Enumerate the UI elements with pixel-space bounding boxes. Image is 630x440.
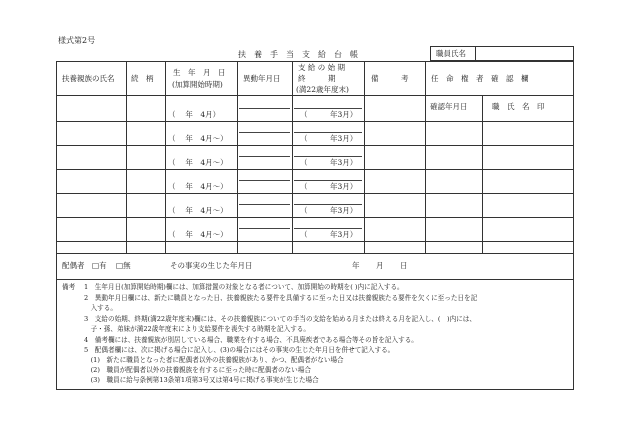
header-period-line2: 終 期 [298,74,336,83]
spouse-day: 日 [400,261,408,270]
note-line-3: 入する。 [84,304,117,312]
note-line-2: 2 異動年月日欄には、新たに職員となった日、扶養親族たる要件を具備するに至った日又は扶養親族たる要件を欠くに至った日を記 [84,294,478,302]
row-period-6: （ 年3月） [300,230,358,239]
note-line-10: (3) 職員に給与条例第13条第1項第3号又は第4号に掲げる事実が生じた場合 [84,376,319,384]
notes-heading: 備考 [62,283,76,291]
header-period-line3: (満22歳年度末) [296,85,349,94]
note-line-7: 5 配偶者欄には、次に掲げる場合に記入し、(3)の場合にはその事実の生じた年月日を併せて記入する。 [84,346,395,354]
spouse-event-label: その事実の生じた年月日 [170,261,253,270]
page-title: 扶 養 手 当 支 給 台 帳 [238,50,358,59]
note-line-1: 1 生年月日(加算開始時期)欄には、加算措置の対象となる者について、加算開始の時期を( )内に記入する。 [84,283,404,291]
spouse-yes-checkbox[interactable]: □有 [92,261,107,270]
row-birth-2: （ 年 4月～） [168,134,228,143]
spouse-month: 月 [376,261,384,270]
note-line-6: 4 備考欄には、扶養親族が別居している場合、職業を有する場合、不具廃疾者である場合等その旨を記入する。 [84,336,418,344]
row-period-4: （ 年3月） [300,182,358,191]
header-birth-line1: 生 年 月 日 [173,68,226,77]
row-birth-5: （ 年 4月～） [168,206,228,215]
header-approver: 任 命 権 者 確 認 欄 [431,74,529,83]
header-relation: 続 柄 [131,74,154,83]
spouse-label: 配偶者 [62,261,85,270]
note-line-9: (2) 職員が配偶者以外の扶養親族を有するに至った時に配偶者のない場合 [84,366,311,374]
spouse-no-checkbox[interactable]: □無 [116,261,131,270]
row-birth-6: （ 年 4月～） [168,230,228,239]
header-dependent-name: 扶養親族の氏名 [62,74,115,83]
header-confirm-date: 確認年月日 [430,102,468,111]
note-line-8: (1) 新たに職員となった者に配偶者以外の扶養親族があり、かつ、配偶者がない場合 [84,356,344,364]
header-period-line1: 支 給 の 始 期 [298,63,346,72]
row-period-3: （ 年3月） [300,158,358,167]
header-change-date: 異動年月日 [243,74,281,83]
row-period-5: （ 年3月） [300,206,358,215]
form-label: 様式第2号 [58,36,96,45]
note-line-5: 子・孫、弟妹が満22歳年度末により支給要件を喪失する時期を記入する。 [84,325,310,333]
note-line-4: 3 支給の始期、終期(満22歳年度末)欄には、その扶養親族についての手当の支給を始める月または終える月を記入し、( )内には、 [84,315,476,323]
row-period-2: （ 年3月） [300,134,358,143]
header-remarks: 備 考 [371,74,409,83]
spouse-year: 年 [352,261,360,270]
header-birth-line2: (加算開始時期) [172,80,223,89]
row-birth-1: （ 年 4月） [168,110,221,119]
row-period-1: （ 年3月） [300,110,358,119]
staff-name-label: 職員氏名 [436,49,466,58]
row-birth-3: （ 年 4月～） [168,158,228,167]
row-birth-4: （ 年 4月～） [168,182,228,191]
header-official-name: 職 氏 名 印 [492,102,545,111]
